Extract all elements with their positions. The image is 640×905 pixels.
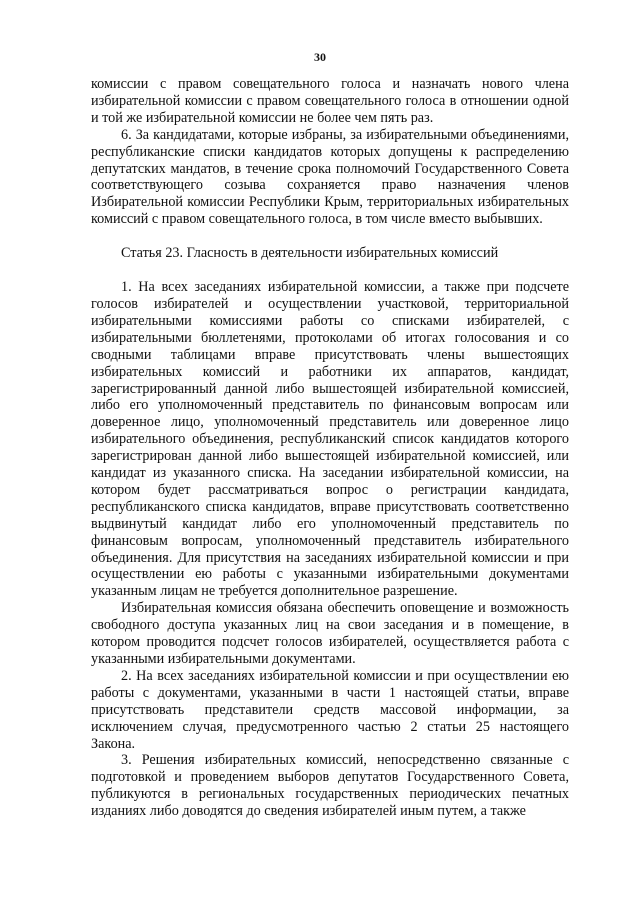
paragraph-part-1: 1. На всех заседаниях избирательной комиссии, а также при подсчете голосов избирателей и осуществлении участковой, территориальной избирательными комиссиями работы со списками избирателей, с избирательными бюллетенями, протоколами об итогах голосования и со сводными таблицами вправе присутствовать члены вышестоящих избирательных комиссий и работники их аппаратов, кандидат, зарегистрированный данной либо вышестоящей избирательной комиссией, либо его уполномоченный представитель по финансовым вопросам или доверенное лицо, уполномоченный представитель или доверенное лицо избирательного объединения, республиканский список кандидатов которого зарегистрирован данной либо вышестоящей избирательной комиссией, или кандидат из указанного списка. На заседании избирательной комиссии, на котором будет рассматриваться вопрос о регистрации кандидата, республиканского списка кандидатов, вправе присутствовать соответственно выдвинутый кандидат либо его уполномоченный представитель по финансовым вопросам, уполномоченный представитель избирательного объединения. Для присутствия на заседаниях избирательной комиссии и при осуществлении ею работы с указанными избирательными документами указанным лицам не требуется дополнительное разрешение. [91,279,569,600]
page-number: 30 [314,50,326,64]
paragraph-part-6: 6. За кандидатами, которые избраны, за избирательными объединениями, республиканские списки кандидатов которых допущены к распределению депутатских мандатов, в течение срока полномочий Государственного Совета соответствующего созыва сохраняется право назначения членов Избирательной комиссии Республики Крым, территориальных избирательных комиссий с правом совещательного голоса, в том числе вместо выбывших. [91,126,569,228]
paragraph-continuation: комиссии с правом совещательного голоса и назначать нового члена избирательной комиссии с правом совещательного голоса в отношении одной и той же избирательной комиссии не более чем пять раз. [91,76,569,126]
paragraph-commission-obligation: Избирательная комиссия обязана обеспечить оповещение и возможность свободного доступа указанных лиц на свои заседания и в помещение, в котором проводится подсчет голосов избирателей, осуществляется работа с указанными избирательными документами. [91,600,569,667]
paragraph-part-3: 3. Решения избирательных комиссий, непосредственно связанные с подготовкой и проведением выборов депутатов Государственного Совета, публикуются в региональных государственных периодических печатных изданиях либо доводятся до сведения избирателей иным путем, а также [91,752,569,820]
document-body [91,76,569,820]
paragraph-part-2: 2. На всех заседаниях избирательной комиссии и при осуществлении ею работы с документами, указанными в части 1 настоящей статьи, вправе присутствовать представители средств массовой информации, за исключением случая, предусмотренного частью 2 статьи 25 настоящего Закона. [91,667,569,752]
article-23-title: Статья 23. Гласность в деятельности избирательных комиссий [121,245,499,262]
